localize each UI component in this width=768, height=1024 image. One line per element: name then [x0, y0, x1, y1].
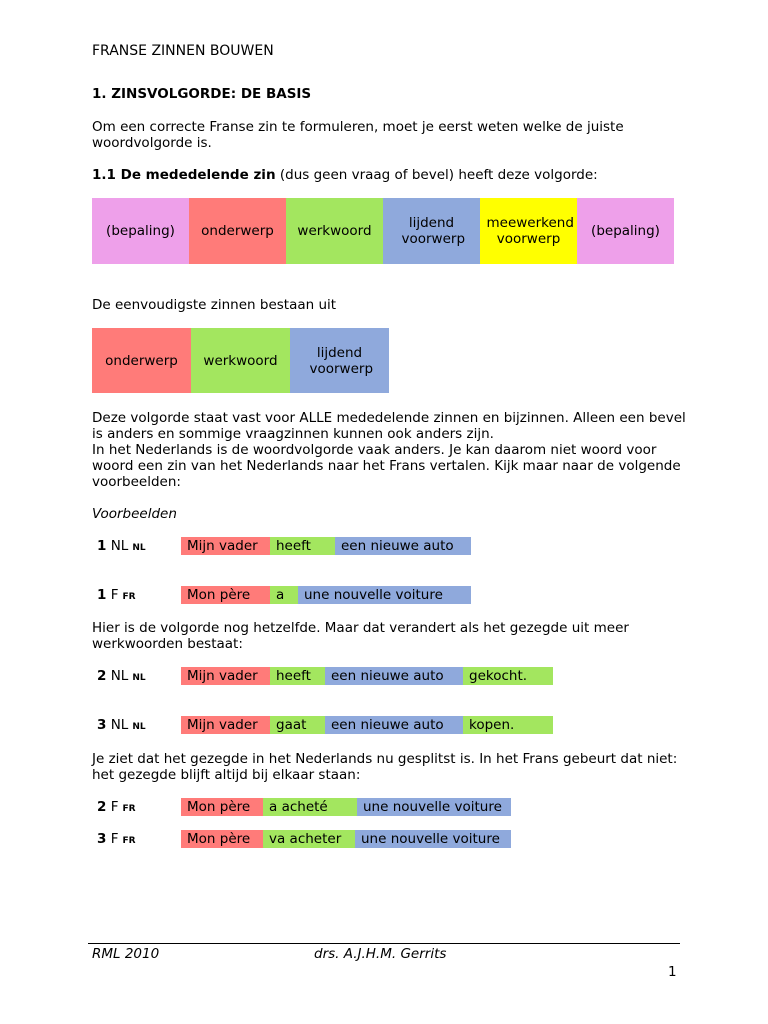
example-label — [97, 798, 181, 818]
segment-werkwoord: a acheté — [263, 798, 357, 816]
example-language: F — [110, 799, 119, 815]
segment-onderwerp: Mijn vader — [181, 716, 270, 734]
segment-werkwoord: a — [270, 586, 298, 604]
simple-cell-lijdend-voorwerp-text: lijdend voorwerp — [309, 344, 374, 377]
example-number: 2 — [97, 799, 107, 815]
example-number: 3 — [97, 717, 107, 733]
simple-cell-werkwoord: werkwoord — [191, 328, 290, 393]
segment-werkwoord: heeft — [270, 667, 325, 685]
segment-onderwerp: Mon père — [181, 586, 270, 604]
examples-heading: Voorbeelden — [92, 506, 177, 522]
example-language: F — [110, 831, 119, 847]
segment-lijdend-voorwerp: une nouvelle voiture — [355, 830, 511, 848]
simple-cell-lijdend-voorwerp — [290, 328, 389, 393]
document-title: FRANSE ZINNEN BOUWEN — [92, 43, 274, 59]
order-cell-bepaling-2: (bepaling) — [577, 198, 674, 264]
example-language-sub: NL — [132, 673, 146, 683]
order-cell-bepaling-1: (bepaling) — [92, 198, 189, 264]
example-label — [97, 586, 181, 606]
segment-werkwoord: gaat — [270, 716, 325, 734]
page-number: 1 — [668, 964, 677, 980]
subsection-heading-bold: 1.1 De mededelende zin — [92, 167, 276, 183]
paragraph-gesplitst: Je ziet dat het gezegde in het Nederlands nu gesplitst is. In het Frans gebeurt dat niet: het gezegde blijft altijd bij elkaar staan: — [92, 751, 678, 783]
section-heading: 1. ZINSVOLGORDE: DE BASIS — [92, 86, 312, 102]
order-cell-meewerkend-voorwerp — [480, 198, 577, 264]
example-label — [97, 716, 181, 736]
segment-werkwoord-2: kopen. — [463, 716, 553, 734]
example-number: 1 — [97, 587, 107, 603]
example-sentence-row — [181, 586, 471, 604]
example-number: 3 — [97, 831, 107, 847]
example-sentence-row — [181, 537, 471, 555]
order-cell-lijdend-voorwerp — [383, 198, 480, 264]
simple-intro: De eenvoudigste zinnen bestaan uit — [92, 297, 337, 313]
example-language-sub: FR — [122, 804, 136, 814]
example-label — [97, 830, 181, 850]
example-language-sub: FR — [122, 836, 136, 846]
example-sentence-row — [181, 667, 553, 685]
example-sentence-row — [181, 830, 511, 848]
example-label — [97, 667, 181, 687]
example-language-sub: NL — [132, 543, 146, 553]
order-cell-onderwerp: onderwerp — [189, 198, 286, 264]
paragraph-volgorde: Deze volgorde staat vast voor ALLE mededelende zinnen en bijzinnen. Alleen een bevel is anders en sommige vraagzinnen kunnen ook anders zijn. — [92, 410, 686, 442]
footer-left: RML 2010 — [92, 946, 160, 962]
paragraph-hier: Hier is de volgorde nog hetzelfde. Maar dat verandert als het gezegde uit meer werkwoorden bestaat: — [92, 620, 629, 652]
paragraph-nederlands: In het Nederlands is de woordvolgorde vaak anders. Je kan daarom niet woord voor woord een zin van het Nederlands naar het Frans vertalen. Kijk maar naar de volgende voorbeelden: — [92, 442, 681, 490]
order-cell-lijdend-voorwerp-text: lijdend voorwerp — [401, 215, 466, 247]
segment-onderwerp: Mon père — [181, 830, 263, 848]
example-language: F — [110, 587, 119, 603]
sentence-order-table — [92, 198, 674, 264]
simple-cell-onderwerp: onderwerp — [92, 328, 191, 393]
footer-divider — [88, 943, 680, 944]
subsection-heading — [92, 167, 598, 183]
example-language-sub: NL — [132, 722, 146, 732]
segment-onderwerp: Mijn vader — [181, 537, 270, 555]
intro-paragraph: Om een correcte Franse zin te formuleren, moet je eerst weten welke de juiste woordvolgorde is. — [92, 119, 624, 151]
example-language: NL — [110, 668, 129, 684]
segment-lijdend-voorwerp: een nieuwe auto — [325, 716, 463, 734]
example-language-sub: FR — [122, 592, 136, 602]
segment-onderwerp: Mijn vader — [181, 667, 270, 685]
example-label — [97, 537, 181, 557]
example-number: 1 — [97, 538, 107, 554]
segment-lijdend-voorwerp: een nieuwe auto — [325, 667, 463, 685]
segment-werkwoord: va acheter — [263, 830, 355, 848]
segment-werkwoord-2: gekocht. — [463, 667, 553, 685]
footer-author: drs. A.J.H.M. Gerrits — [314, 946, 447, 962]
subsection-heading-rest: (dus geen vraag of bevel) heeft deze volgorde: — [275, 167, 598, 183]
example-sentence-row — [181, 798, 511, 816]
simple-order-table — [92, 328, 389, 393]
segment-onderwerp: Mon père — [181, 798, 263, 816]
example-number: 2 — [97, 668, 107, 684]
segment-werkwoord: heeft — [270, 537, 335, 555]
example-sentence-row — [181, 716, 553, 734]
segment-lijdend-voorwerp: une nouvelle voiture — [298, 586, 471, 604]
order-cell-meewerkend-voorwerp-text: meewerkend voorwerp — [486, 215, 574, 247]
order-cell-werkwoord: werkwoord — [286, 198, 383, 264]
segment-lijdend-voorwerp: une nouvelle voiture — [357, 798, 511, 816]
example-language: NL — [110, 538, 129, 554]
segment-lijdend-voorwerp: een nieuwe auto — [335, 537, 471, 555]
example-language: NL — [110, 717, 129, 733]
